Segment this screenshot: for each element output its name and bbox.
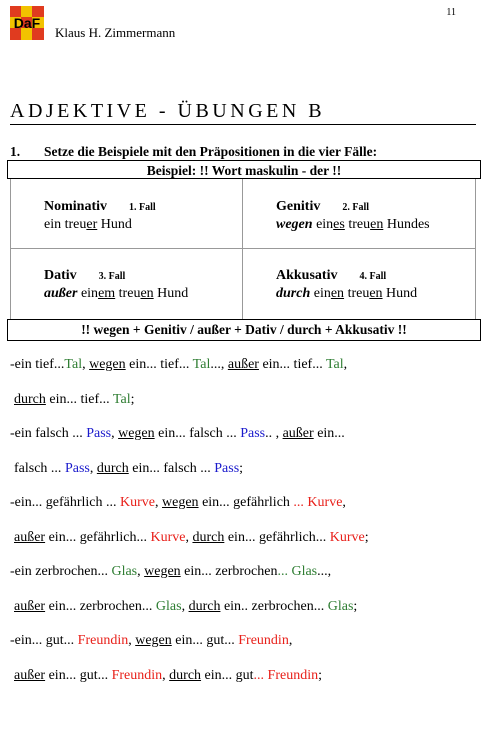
exercise-line: -ein zerbrochen... Glas, wegen ein... zerbrochen... Glas..., (10, 564, 332, 579)
example-header: Beispiel: !! Wort maskulin - der !! (7, 160, 481, 179)
author-name: Klaus H. Zimmermann (55, 25, 176, 40)
svg-text:DaF: DaF (13, 15, 41, 31)
case-table (10, 179, 476, 319)
exercise-line: -ein... gut... Freundin, wegen ein... gut... Freundin, (10, 633, 293, 648)
case-example: wegen eines treuen Hundes (276, 217, 430, 232)
exercise-line: falsch ... Pass, durch ein... falsch ... Pass; (14, 460, 244, 476)
case-example: außer einem treuen Hund (44, 286, 189, 301)
case-name: Dativ (44, 268, 77, 283)
title-underline (10, 124, 476, 125)
case-fall: 3. Fall (98, 271, 126, 282)
case-fall: 2. Fall (342, 202, 370, 213)
table-divider-vertical (242, 179, 243, 319)
exercise-line: außer ein... gut... Freundin, durch ein... gut... Freundin; (14, 667, 322, 683)
table-divider-horizontal (10, 248, 476, 249)
daf-logo (10, 6, 44, 40)
case-example: durch einen treuen Hund (276, 286, 418, 301)
case-cell-genitiv (276, 199, 430, 233)
exercise-line: -ein... gefährlich ... Kurve, wegen ein... gefährlich ... Kurve, (10, 495, 346, 510)
case-cell-dativ (44, 268, 188, 302)
exercise-line: außer ein... zerbrochen... Glas, durch ein.. zerbrochen... Glas; (14, 598, 358, 614)
exercise-line: -ein tief...Tal, wegen ein... tief... Tal..., außer ein... tief... Tal, (10, 357, 348, 372)
case-name: Genitiv (276, 199, 321, 214)
case-cell-nominativ (44, 199, 156, 233)
task-number: 1. (10, 144, 21, 159)
preposition-rule: !! wegen + Genitiv / außer + Dativ / durch + Akkusativ !! (7, 319, 481, 341)
exercise-line: außer ein... gefährlich... Kurve, durch ein... gefährlich... Kurve; (14, 529, 369, 545)
case-cell-akkusativ (276, 268, 417, 302)
task-text: Setze die Beispiele mit den Präpositionen in die vier Fälle: (44, 144, 378, 159)
page-number: 11 (446, 7, 456, 18)
page-title: ADJEKTIVE - ÜBUNGEN B (10, 100, 326, 122)
exercise-list (10, 357, 480, 702)
exercise-line: -ein falsch ... Pass, wegen ein... falsch ... Pass.. , außer ein... (10, 426, 345, 441)
case-fall: 1. Fall (129, 202, 156, 213)
exercise-line: durch ein... tief... Tal; (14, 391, 135, 407)
case-fall: 4. Fall (359, 271, 387, 282)
task-heading (10, 144, 480, 160)
case-name: Akkusativ (276, 268, 338, 283)
case-name: Nominativ (44, 199, 107, 214)
case-example: ein treuer Hund (44, 217, 132, 232)
